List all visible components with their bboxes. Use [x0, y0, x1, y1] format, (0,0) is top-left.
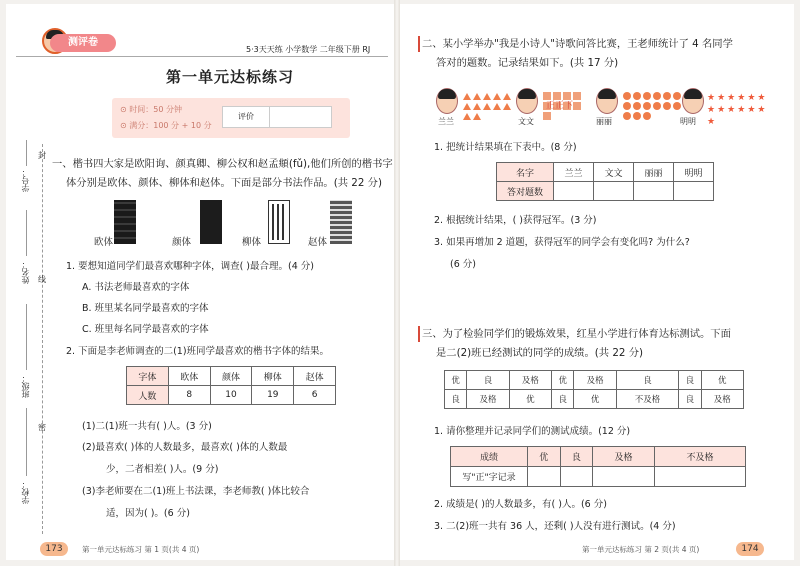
evaluation-box: [222, 106, 332, 128]
kid-name: 丽丽: [596, 117, 612, 126]
square-icon: [573, 92, 581, 100]
table-header: 文文: [594, 163, 634, 182]
option-c[interactable]: C. 班里每名同学最喜欢的字体: [82, 324, 209, 335]
table-header: 字体: [127, 367, 169, 386]
q1-line2: 体分别是欧体、颜体、柳体和赵体。下面是部分书法作品。(共 22 分): [66, 177, 382, 189]
star-icon: ★: [717, 93, 726, 103]
table-header: 颜体: [210, 367, 252, 386]
line-mark: 线: [38, 275, 46, 284]
grid-cell: 优: [574, 390, 616, 409]
star-icon: ★: [707, 93, 716, 103]
table-header: 兰兰: [554, 163, 594, 182]
answer-cell[interactable]: [654, 467, 745, 487]
kid-wenwen-avatar: [516, 88, 538, 114]
answer-cell[interactable]: [593, 467, 655, 487]
class-label: 班级：: [21, 374, 30, 398]
tally-record-table: [450, 446, 746, 487]
lanlan-triangles: [462, 90, 520, 120]
table-header: 欧体: [168, 367, 210, 386]
star-icon: ★: [737, 105, 746, 115]
fitness-results-grid: [444, 370, 744, 409]
q3-sub2: 2. 成绩是( )的人数最多，有( )人。(6 分): [434, 499, 607, 510]
student-no-label: 学号：: [21, 168, 30, 192]
star-icon: ★: [707, 105, 716, 115]
triangle-icon: [483, 103, 491, 110]
kid-name: 明明: [680, 117, 696, 126]
q2-sub3a: 3. 如果再增加 2 道题，获得冠军的同学会有变化吗? 为什么?: [434, 237, 690, 248]
q2-sub3b: (6 分): [450, 259, 476, 270]
table-header: 名字: [497, 163, 554, 182]
q2-line1: 二、某小学举办"我是小诗人"诗歌问答比赛，王老师统计了 4 名同学: [422, 38, 733, 50]
time-limit: ⊙ 时间：50 分钟: [120, 105, 182, 114]
table-header: 不及格: [654, 447, 745, 467]
table-header: 及格: [593, 447, 655, 467]
eval-field[interactable]: [270, 107, 331, 127]
student-no-line: [26, 140, 27, 166]
star-icon: ★: [727, 105, 736, 115]
table-header: 良: [560, 447, 593, 467]
font-survey-table: [126, 366, 336, 405]
grid-cell: 优: [509, 390, 551, 409]
eval-label: 评价: [223, 107, 270, 127]
circle-icon: [633, 112, 641, 120]
name-line: [26, 210, 27, 256]
triangle-icon: [463, 113, 471, 120]
table-row-label: 写"正"字记录: [451, 467, 528, 487]
page-number-right: 174: [736, 542, 764, 556]
class-line: [26, 304, 27, 370]
circle-icon: [623, 112, 631, 120]
table-cell: 19: [252, 386, 294, 405]
grid-cell: 不及格: [616, 390, 678, 409]
table-header: 优: [528, 447, 561, 467]
circle-icon: [643, 112, 651, 120]
triangle-icon: [473, 93, 481, 100]
grid-cell: 良: [552, 390, 574, 409]
tally-marks: 正正下: [546, 101, 574, 111]
lili-circles: [622, 90, 688, 120]
square-icon: [543, 112, 551, 120]
calligraphy-liu: [268, 200, 290, 244]
circle-icon: [623, 102, 631, 110]
answer-cell[interactable]: [634, 182, 674, 201]
table-row-label: 人数: [127, 386, 169, 405]
triangle-icon: [493, 93, 501, 100]
full-score: ⊙ 满分：100 分 + 10 分: [120, 121, 212, 130]
circle-icon: [673, 92, 681, 100]
q1-line1: 一、楷书四大家是欧阳询、颜真卿、柳公权和赵孟頫(fǔ),他们所创的楷书字: [52, 158, 393, 170]
calligraphy-ou: [114, 200, 136, 244]
q2-marker: [418, 36, 420, 52]
mingming-stars: [706, 90, 770, 126]
info-box: [112, 98, 350, 138]
table-header: 明明: [674, 163, 714, 182]
grid-cell: 优: [445, 371, 467, 390]
q3-line2: 是二(2)班已经测试的同学的成绩。(共 22 分): [436, 347, 644, 359]
q1-part3a: (3)李老师要在二(1)班上书法课，李老师教( )体比较合: [82, 486, 310, 497]
star-icon: ★: [727, 93, 736, 103]
quiz-result-table: [496, 162, 714, 201]
star-icon: ★: [717, 105, 726, 115]
star-icon: ★: [737, 93, 746, 103]
left-page: [6, 4, 394, 560]
circle-icon: [673, 102, 681, 110]
style-label-yan: 颜体: [172, 237, 192, 248]
table-row-label: 答对题数: [497, 182, 554, 201]
q3-sub3: 3. 二(2)班一共有 36 人，还剩( )人没有进行测试。(4 分): [434, 521, 676, 532]
grid-cell: 良: [445, 390, 467, 409]
kid-name: 文文: [518, 117, 534, 126]
q1-part2b: 少，二者相差( )人。(9 分): [106, 464, 219, 475]
kid-lili-avatar: [596, 88, 618, 114]
answer-cell[interactable]: [528, 467, 561, 487]
grid-cell: 优: [701, 371, 743, 390]
calligraphy-yan: [200, 200, 222, 244]
q1-sub1: 1. 要想知道同学们最喜欢哪种字体，调查( )最合理。(4 分): [66, 261, 314, 272]
triangle-icon: [473, 113, 481, 120]
q1-part1: (1)二(1)班一共有( )人。(3 分): [82, 421, 212, 432]
q2-sub1: 1. 把统计结果填在下表中。(8 分): [434, 142, 577, 153]
circle-icon: [633, 102, 641, 110]
style-label-zhao: 赵体: [308, 237, 328, 248]
circle-icon: [633, 92, 641, 100]
q1-sub2: 2. 下面是李老师调查的二(1)班同学最喜欢的楷书字体的结果。: [66, 346, 330, 357]
q3-marker: [418, 326, 420, 342]
table-header: 丽丽: [634, 163, 674, 182]
page-number-left: 173: [40, 542, 68, 556]
answer-cell[interactable]: [560, 467, 593, 487]
triangle-icon: [493, 103, 501, 110]
star-icon: ★: [747, 93, 756, 103]
binding-dashed-line: [42, 144, 43, 534]
kid-name: 兰兰: [438, 117, 454, 126]
name-label: 姓名：: [21, 260, 30, 284]
right-page: [400, 4, 794, 560]
q2-sub2: 2. 根据统计结果，( )获得冠军。(3 分): [434, 215, 597, 226]
q3-sub1: 1. 请你整理并记录同学们的测试成绩。(12 分): [434, 426, 631, 437]
star-icon: ★: [757, 93, 766, 103]
triangle-icon: [463, 103, 471, 110]
table-cell: 10: [210, 386, 252, 405]
q3-line1: 三、为了检验同学们的锻炼效果，红星小学进行体育达标测试。下面: [422, 328, 731, 340]
grid-cell: 良: [679, 390, 701, 409]
answer-cell[interactable]: [594, 182, 634, 201]
star-icon: ★: [747, 105, 756, 115]
table-header: 赵体: [294, 367, 336, 386]
answer-cell[interactable]: [554, 182, 594, 201]
test-badge: 测评卷: [50, 34, 116, 52]
circle-icon: [623, 92, 631, 100]
table-cell: 6: [294, 386, 336, 405]
grid-cell: 及格: [701, 390, 743, 409]
table-header: 成绩: [451, 447, 528, 467]
kid-mingming-avatar: [682, 88, 704, 114]
triangle-icon: [483, 93, 491, 100]
grid-cell: 及格: [509, 371, 551, 390]
style-label-ou: 欧体: [94, 237, 114, 248]
grid-cell: 优: [552, 371, 574, 390]
grid-cell: 及格: [574, 371, 616, 390]
page-title: 第一单元达标练习: [166, 68, 295, 86]
footer-right: 第一单元达标练习 第 2 页(共 4 页): [582, 545, 700, 554]
star-icon: ★: [757, 105, 766, 115]
star-icon: ★: [707, 117, 716, 127]
circle-icon: [663, 102, 671, 110]
triangle-icon: [473, 103, 481, 110]
table-cell: 8: [168, 386, 210, 405]
style-label-liu: 柳体: [242, 237, 262, 248]
triangle-icon: [503, 103, 511, 110]
calligraphy-zhao: [330, 200, 352, 244]
page-header: 5·3天天练 小学数学 二年级下册 RJ: [246, 45, 371, 54]
triangle-icon: [503, 93, 511, 100]
option-a[interactable]: A. 书法老师最喜欢的字体: [82, 282, 190, 293]
grid-cell: 及格: [467, 390, 509, 409]
q2-line2: 答对的题数。记录结果如下。(共 17 分): [436, 57, 619, 69]
q1-part2a: (2)最喜欢( )体的人数最多，最喜欢( )体的人数最: [82, 442, 288, 453]
seal-mark: 封: [38, 151, 46, 160]
circle-icon: [663, 92, 671, 100]
mi-mark: 密: [38, 423, 46, 432]
kid-lanlan-avatar: [436, 88, 458, 114]
school-label: 学校：: [21, 480, 30, 504]
option-b[interactable]: B. 班里某名同学最喜欢的字体: [82, 303, 209, 314]
square-icon: [573, 102, 581, 110]
answer-cell[interactable]: [674, 182, 714, 201]
circle-icon: [653, 92, 661, 100]
circle-icon: [653, 102, 661, 110]
triangle-icon: [463, 93, 471, 100]
table-header: 柳体: [252, 367, 294, 386]
circle-icon: [643, 92, 651, 100]
circle-icon: [643, 102, 651, 110]
grid-cell: 良: [679, 371, 701, 390]
q1-part3b: 适，因为( )。(6 分): [106, 508, 190, 519]
header-rule: [16, 56, 388, 57]
footer-left: 第一单元达标练习 第 1 页(共 4 页): [82, 545, 200, 554]
grid-cell: 良: [616, 371, 678, 390]
school-line: [26, 408, 27, 476]
grid-cell: 良: [467, 371, 509, 390]
